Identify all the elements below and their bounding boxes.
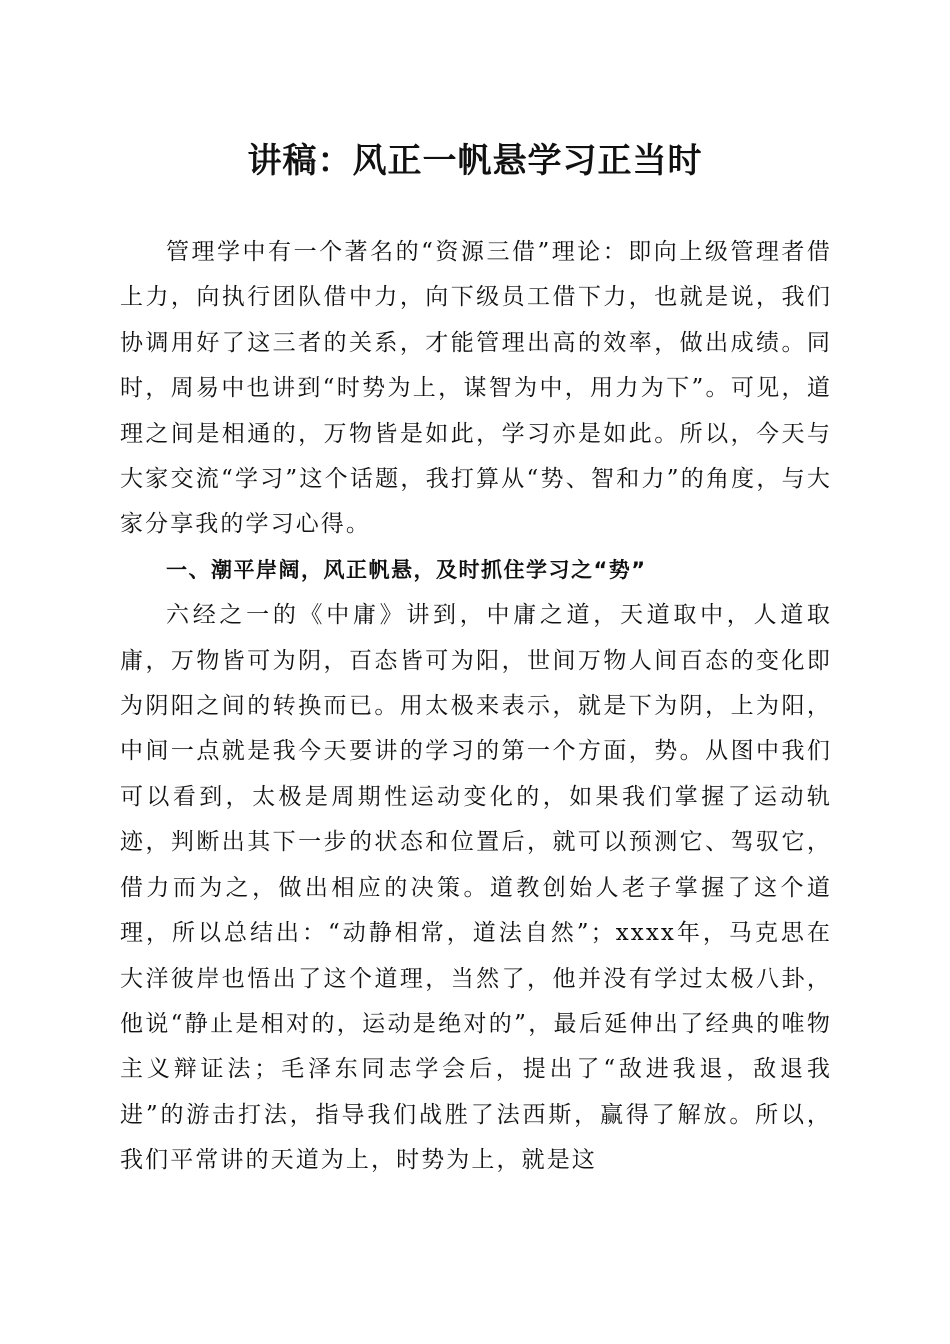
section-1-paragraph: 六经之一的《中庸》讲到，中庸之道，天道取中，人道取庸，万物皆可为阴，百态皆可为阳，世间万物人间百态的变化即为阴阳之间的转换而已。用太极来表示，就是下为阴，上为阳，中间一点就是我今天要讲的学习的第一个方面，势。从图中我们可以看到，太极是周期性运动变化的，如果我们掌握了运动轨迹，判断出其下一步的状态和位置后，就可以预测它、驾驭它，借力而为之，做出相应的决策。道教创始人老子掌握了这个道理，所以总结出：“动静相常，道法自然”；xxxx年，马克思在大洋彼岸也悟出了这个道理，当然了，他并没有学过太极八卦，他说“静止是相对的，运动是绝对的”，最后延伸出了经典的唯物主义辩证法；毛泽东同志学会后，提出了“敌进我退，敌退我进”的游击打法，指导我们战胜了法西斯，赢得了解放。所以，我们平常讲的天道为上，时势为上，就是这 (120, 602, 832, 1174)
intro-paragraph: 管理学中有一个著名的“资源三借”理论：即向上级管理者借上力，向执行团队借中力，向下级员工借下力，也就是说，我们协调用好了这三者的关系，才能管理出高的效率，做出成绩。同时，周易中也讲到“时势为上，谋智为中，用力为下”。可见，道理之间是相通的，万物皆是如此，学习亦是如此。所以，今天与大家交流“学习”这个话题，我打算从“势、智和力”的角度，与大家分享我的学习心得。 (120, 239, 832, 538)
section-heading-1: 一、潮平岸阔，风正帆悬，及时抓住学习之“势” (166, 557, 647, 582)
document-body (120, 230, 832, 1184)
document-title: 讲稿：风正一帆悬学习正当时 (247, 141, 703, 181)
